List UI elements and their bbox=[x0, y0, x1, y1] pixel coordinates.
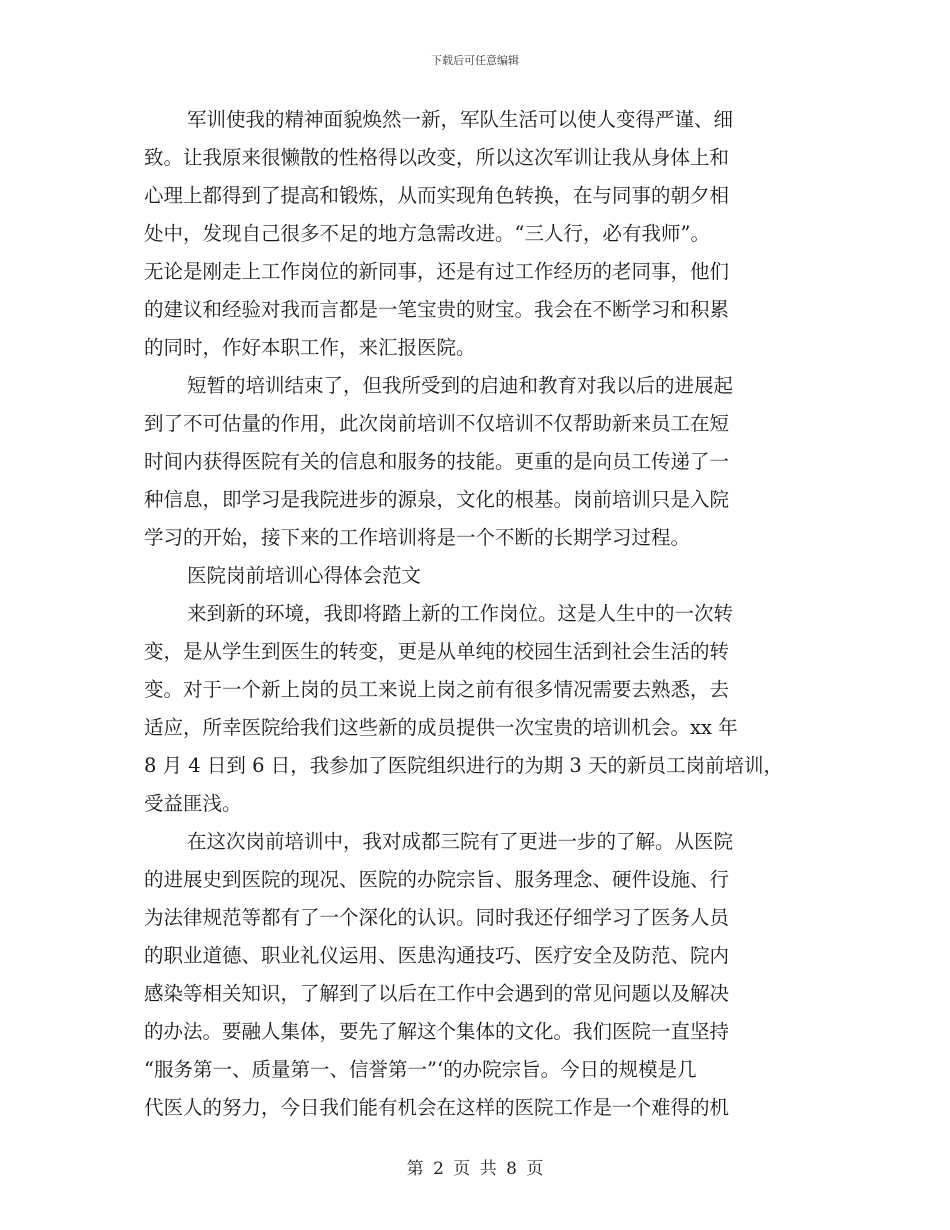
document-body bbox=[144, 101, 808, 1127]
paragraph-line: 军训使我的精神面貌焕然一新，军队生活可以使人变得严谨、细 bbox=[187, 108, 734, 131]
paragraph-line: 的同时，作好本职工作，来汇报医院。 bbox=[144, 336, 476, 359]
paragraph-line: 时间内获得医院有关的信息和服务的技能。更重的是向员工传递了一 bbox=[144, 450, 730, 473]
page-header: 下载后可任意编辑 bbox=[431, 54, 519, 67]
paragraph-line: 种信息，即学习是我院进步的源泉，文化的根基。岗前培训只是入院 bbox=[144, 488, 730, 511]
section-heading: 医院岗前培训心得体会范文 bbox=[187, 564, 422, 587]
paragraph-line: 变，是从学生到医生的转变，更是从单纯的校园生活到社会生活的转 bbox=[144, 640, 730, 663]
paragraph-line: 短暂的培训结束了，但我所受到的启迪和教育对我以后的进展起 bbox=[187, 374, 734, 397]
paragraph-line: 的职业道德、职业礼仪运用、医患沟通技巧、医疗安全及防范、院内 bbox=[144, 944, 730, 967]
paragraph-line: 到了不可估量的作用，此次岗前培训不仅培训不仅帮助新来员工在短 bbox=[144, 412, 730, 435]
paragraph-line: 来到新的环境，我即将踏上新的工作岗位。这是人生中的一次转 bbox=[187, 602, 734, 625]
paragraph-line: 为法律规范等都有了一个深化的认识。同时我还仔细学习了医务人员 bbox=[144, 906, 730, 929]
paragraph-line: 致。让我原来很懒散的性格得以改变，所以这次军训让我从身体上和 bbox=[144, 146, 730, 169]
paragraph-line: 的建议和经验对我而言都是一笔宝贵的财宝。我会在不断学习和积累 bbox=[144, 298, 730, 321]
paragraph-line: 8 月 4 日到 6 日，我参加了医院组织进行的为期 3 天的新员工岗前培训， bbox=[144, 754, 784, 777]
paragraph-line: 心理上都得到了提高和锻炼，从而实现角色转换，在与同事的朝夕相 bbox=[144, 184, 730, 207]
paragraph-line: 受益匪浅。 bbox=[144, 792, 242, 815]
paragraph-line: 处中，发现自己很多不足的地方急需改进。“三人行，必有我师”。 bbox=[144, 222, 710, 245]
paragraph-line: 学习的开始，接下来的工作培训将是一个不断的长期学习过程。 bbox=[144, 526, 691, 549]
paragraph-line: “服务第一、质量第一、信誉第一”‘的办院宗旨。今日的规模是几 bbox=[144, 1058, 697, 1081]
page-footer: 第 2 页 共 8 页 bbox=[406, 1159, 544, 1179]
paragraph-line: 变。对于一个新上岗的员工来说上岗之前有很多情况需要去熟悉，去 bbox=[144, 678, 730, 701]
paragraph-line: 的办法。要融人集体，要先了解这个集体的文化。我们医院一直坚持 bbox=[144, 1020, 730, 1043]
paragraph-line: 适应，所幸医院给我们这些新的成员提供一次宝贵的培训机会。xx 年 bbox=[144, 716, 738, 739]
paragraph-line: 无论是刚走上工作岗位的新同事，还是有过工作经历的老同事，他们 bbox=[144, 260, 730, 283]
paragraph-line: 的进展史到医院的现况、医院的办院宗旨、服务理念、硬件设施、行 bbox=[144, 868, 730, 891]
paragraph-line: 感染等相关知识，了解到了以后在工作中会遇到的常见问题以及解决 bbox=[144, 982, 730, 1005]
paragraph-line: 在这次岗前培训中，我对成都三院有了更进一步的了解。从医院 bbox=[187, 830, 734, 853]
paragraph-line: 代医人的努力，今日我们能有机会在这样的医院工作是一个难得的机 bbox=[144, 1096, 730, 1119]
